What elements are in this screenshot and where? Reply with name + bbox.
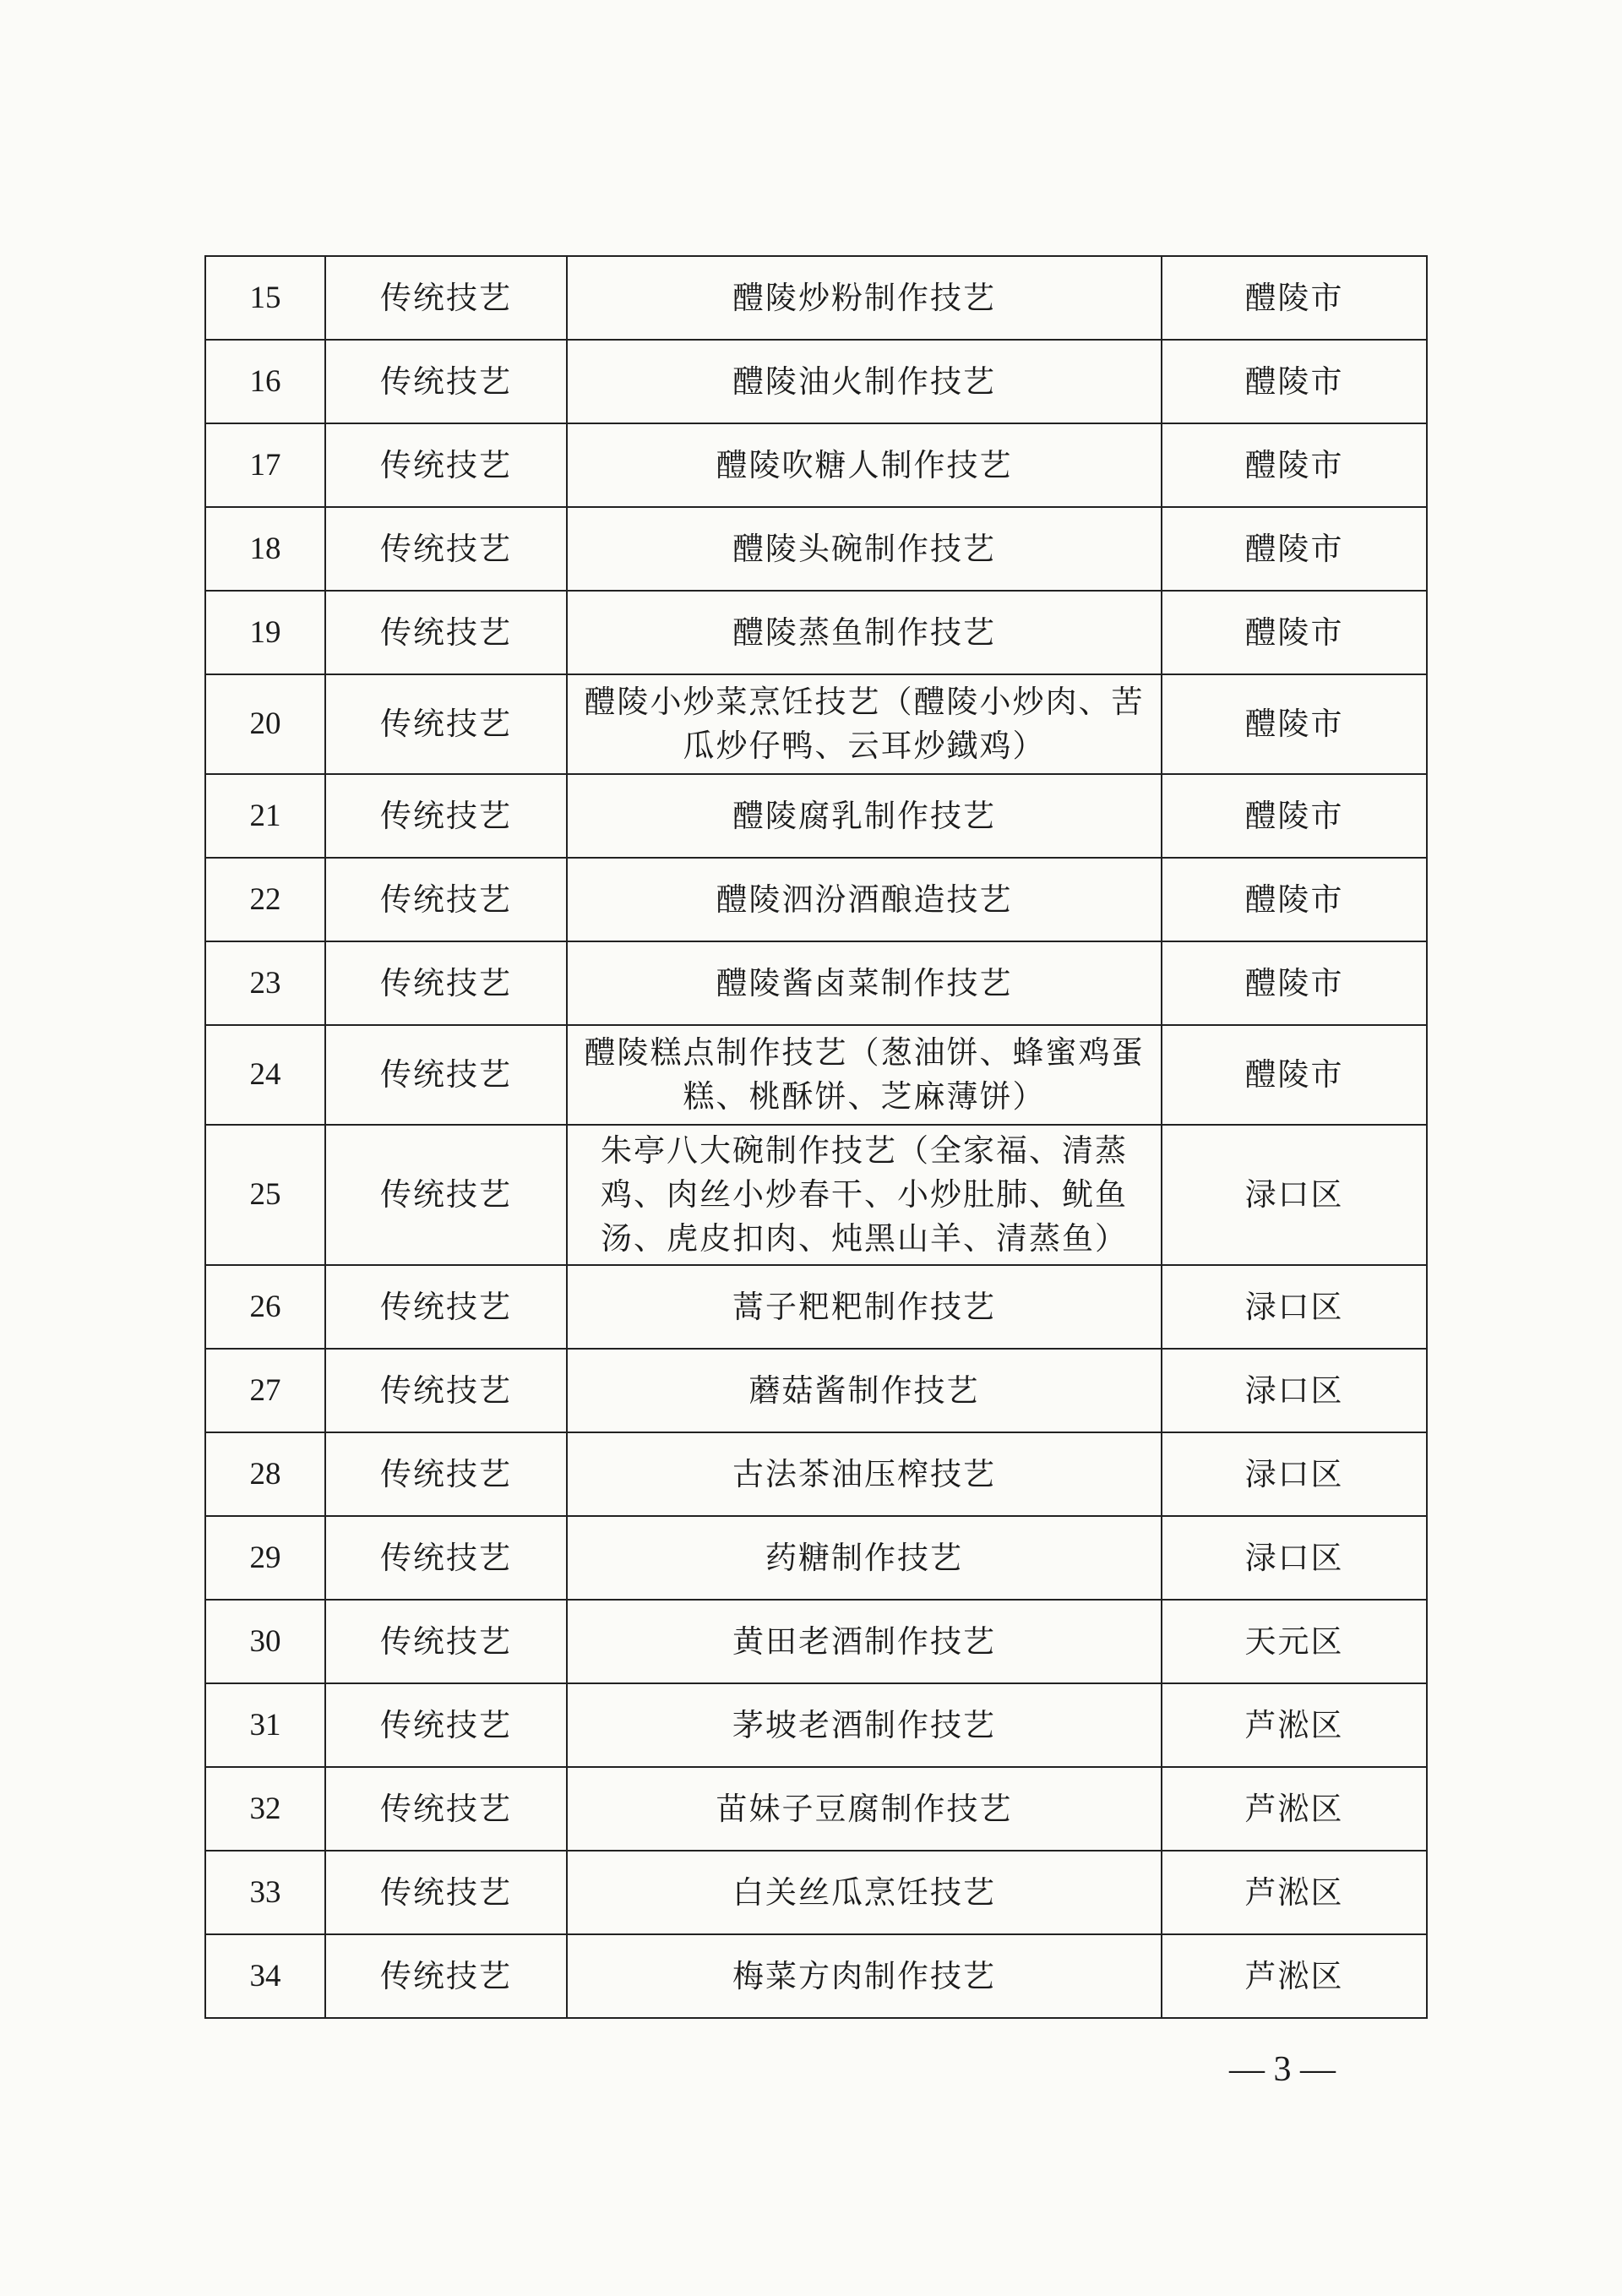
row-number: 31 [205,1683,325,1767]
row-number: 20 [205,674,325,774]
project-name-cell: 醴陵油火制作技艺 [567,340,1162,423]
category-cell: 传统技艺 [325,1851,567,1934]
project-name-cell: 醴陵吹糖人制作技艺 [567,423,1162,507]
project-name-cell: 醴陵蒸鱼制作技艺 [567,591,1162,674]
row-number: 15 [205,256,325,340]
table-row [205,674,1427,774]
row-number: 33 [205,1851,325,1934]
row-number: 21 [205,774,325,858]
table-row [205,1432,1427,1516]
category-cell: 传统技艺 [325,774,567,858]
project-name-cell: 醴陵糕点制作技艺（葱油饼、蜂蜜鸡蛋糕、桃酥饼、芝麻薄饼） [567,1025,1162,1125]
region-cell: 醴陵市 [1162,1025,1427,1125]
table-row [205,423,1427,507]
table-row [205,1767,1427,1851]
table-row [205,591,1427,674]
project-name-cell: 醴陵头碗制作技艺 [567,507,1162,591]
row-number: 27 [205,1349,325,1432]
project-name-cell: 醴陵泗汾酒酿造技艺 [567,858,1162,941]
project-name-cell: 梅菜方肉制作技艺 [567,1934,1162,2018]
table-row [205,340,1427,423]
row-number: 22 [205,858,325,941]
region-cell: 醴陵市 [1162,507,1427,591]
category-cell: 传统技艺 [325,1516,567,1600]
row-number: 24 [205,1025,325,1125]
row-number: 23 [205,941,325,1025]
project-name-cell: 醴陵腐乳制作技艺 [567,774,1162,858]
project-name-cell: 醴陵炒粉制作技艺 [567,256,1162,340]
region-cell: 渌口区 [1162,1349,1427,1432]
project-name-cell: 醴陵小炒菜烹饪技艺（醴陵小炒肉、苦瓜炒仔鸭、云耳炒鐡鸡） [567,674,1162,774]
category-cell: 传统技艺 [325,340,567,423]
row-number: 28 [205,1432,325,1516]
category-cell: 传统技艺 [325,1125,567,1265]
region-cell: 芦淞区 [1162,1851,1427,1934]
row-number: 29 [205,1516,325,1600]
region-cell: 醴陵市 [1162,256,1427,340]
project-name-cell: 苗妹子豆腐制作技艺 [567,1767,1162,1851]
project-name-cell: 古法茶油压榨技艺 [567,1432,1162,1516]
row-number: 19 [205,591,325,674]
region-cell: 醴陵市 [1162,858,1427,941]
table-row [205,1934,1427,2018]
project-name-cell: 黄田老酒制作技艺 [567,1600,1162,1683]
project-name-cell: 白关丝瓜烹饪技艺 [567,1851,1162,1934]
category-cell: 传统技艺 [325,1265,567,1349]
region-cell: 芦淞区 [1162,1767,1427,1851]
category-cell: 传统技艺 [325,1767,567,1851]
region-cell: 渌口区 [1162,1432,1427,1516]
row-number: 34 [205,1934,325,2018]
table-row [205,1125,1427,1265]
region-cell: 渌口区 [1162,1516,1427,1600]
table-row [205,1851,1427,1934]
table-row [205,1600,1427,1683]
category-cell: 传统技艺 [325,1432,567,1516]
region-cell: 芦淞区 [1162,1934,1427,2018]
category-cell: 传统技艺 [325,507,567,591]
category-cell: 传统技艺 [325,1349,567,1432]
category-cell: 传统技艺 [325,858,567,941]
table-row [205,1516,1427,1600]
category-cell: 传统技艺 [325,591,567,674]
project-name-cell: 蒿子粑粑制作技艺 [567,1265,1162,1349]
region-cell: 渌口区 [1162,1265,1427,1349]
row-number: 18 [205,507,325,591]
region-cell: 醴陵市 [1162,674,1427,774]
category-cell: 传统技艺 [325,423,567,507]
region-cell: 芦淞区 [1162,1683,1427,1767]
heritage-list-table [204,255,1428,2019]
category-cell: 传统技艺 [325,1934,567,2018]
table-row [205,858,1427,941]
region-cell: 醴陵市 [1162,591,1427,674]
category-cell: 传统技艺 [325,1025,567,1125]
table-row [205,1349,1427,1432]
row-number: 16 [205,340,325,423]
table-row [205,774,1427,858]
region-cell: 渌口区 [1162,1125,1427,1265]
project-name-cell: 药糖制作技艺 [567,1516,1162,1600]
row-number: 30 [205,1600,325,1683]
row-number: 17 [205,423,325,507]
page-number: — 3 — [1229,2050,1336,2089]
table-row [205,941,1427,1025]
project-name-cell: 茅坡老酒制作技艺 [567,1683,1162,1767]
row-number: 26 [205,1265,325,1349]
category-cell: 传统技艺 [325,256,567,340]
table-row [205,507,1427,591]
category-cell: 传统技艺 [325,674,567,774]
category-cell: 传统技艺 [325,941,567,1025]
region-cell: 天元区 [1162,1600,1427,1683]
row-number: 32 [205,1767,325,1851]
region-cell: 醴陵市 [1162,340,1427,423]
region-cell: 醴陵市 [1162,774,1427,858]
project-name-cell: 蘑菇酱制作技艺 [567,1349,1162,1432]
project-name-cell: 朱亭八大碗制作技艺（全家福、清蒸鸡、肉丝小炒春干、小炒肚肺、鱿鱼汤、虎皮扣肉、炖黑山羊、清蒸鱼） [567,1125,1162,1265]
region-cell: 醴陵市 [1162,941,1427,1025]
category-cell: 传统技艺 [325,1683,567,1767]
project-name-cell: 醴陵酱卤菜制作技艺 [567,941,1162,1025]
region-cell: 醴陵市 [1162,423,1427,507]
table-row [205,1683,1427,1767]
table-row [205,1265,1427,1349]
row-number: 25 [205,1125,325,1265]
table-row [205,256,1427,340]
category-cell: 传统技艺 [325,1600,567,1683]
table-row [205,1025,1427,1125]
